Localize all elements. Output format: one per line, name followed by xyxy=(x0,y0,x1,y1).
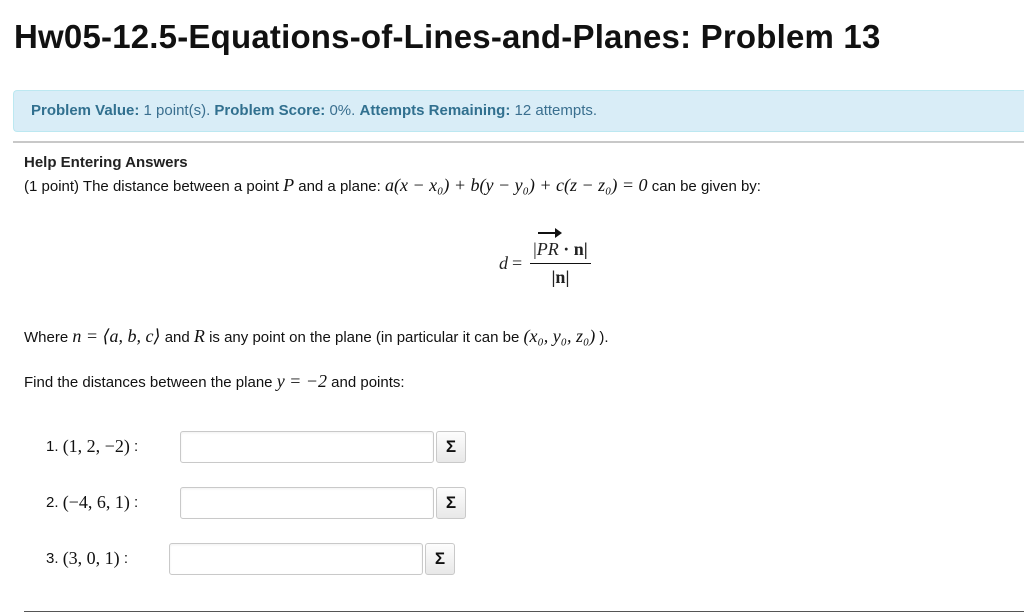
equation-editor-button-1[interactable]: Σ xyxy=(436,431,466,463)
where-post: is any point on the plane (in particular it can be xyxy=(209,329,520,346)
intro-text: (1 point) The distance between a point xyxy=(24,178,279,195)
formula-num-right: · n| xyxy=(558,238,588,259)
find-pre: Find the distances between the plane xyxy=(24,374,273,391)
question-point: (1, 2, −2) xyxy=(62,435,130,456)
plane-equation: a(x − x₀) + b(y − y₀) + c(z − z₀) = 0 xyxy=(384,175,648,195)
divider xyxy=(24,611,1024,612)
help-entering-answers-link[interactable]: Help Entering Answers xyxy=(24,154,188,171)
attempts-label: Attempts Remaining: xyxy=(359,102,511,119)
question-number: 2. xyxy=(46,493,59,511)
question-2-label xyxy=(46,490,138,514)
where-pre: Where xyxy=(24,329,69,346)
where-close: ). xyxy=(599,329,609,346)
equation-editor-button-3[interactable]: Σ xyxy=(425,543,455,575)
intro-end-text: can be given by: xyxy=(651,178,761,195)
question-1-label xyxy=(46,434,138,458)
problem-value-label: Problem Value: xyxy=(31,102,140,119)
point-r: R xyxy=(193,326,205,346)
answer-input-3[interactable] xyxy=(169,543,423,575)
question-3-label xyxy=(46,546,128,570)
problem-intro xyxy=(24,175,761,196)
plane-point: (x₀, y₀, z₀) xyxy=(523,326,596,346)
question-point: (−4, 6, 1) xyxy=(62,491,130,512)
question-number: 1. xyxy=(46,437,59,455)
plane-y-equation: y = −2 xyxy=(276,371,327,391)
question-number: 3. xyxy=(46,549,59,567)
formula-equals: = xyxy=(512,252,523,273)
normal-definition: n = ⟨a, b, c⟩ xyxy=(72,326,161,346)
equation-editor-button-2[interactable]: Σ xyxy=(436,487,466,519)
attempts-remaining: 12 attempts. xyxy=(514,102,598,119)
formula-fraction xyxy=(530,239,591,288)
vector-pr: PR xyxy=(537,239,559,260)
formula-denominator: |n| xyxy=(551,266,570,287)
answer-input-2[interactable] xyxy=(180,487,434,519)
question-point: (3, 0, 1) xyxy=(62,547,120,568)
formula-numerator xyxy=(530,239,591,263)
formula-lhs: d xyxy=(499,252,508,273)
find-post: and points: xyxy=(331,374,405,391)
problem-score-label: Problem Score: xyxy=(214,102,326,119)
point-variable: P xyxy=(283,175,295,195)
where-statement xyxy=(24,326,609,347)
distance-formula xyxy=(499,236,591,290)
vector-arrow-icon xyxy=(538,232,560,234)
question-colon: : xyxy=(134,437,139,455)
page-title: Hw05-12.5-Equations-of-Lines-and-Planes: Problem 13 xyxy=(14,18,881,55)
formula-num-left: | xyxy=(533,238,537,259)
answer-input-1[interactable] xyxy=(180,431,434,463)
problem-info-bar xyxy=(13,90,1024,132)
where-mid: and xyxy=(164,329,190,346)
question-colon: : xyxy=(123,549,129,567)
question-colon: : xyxy=(134,493,139,511)
problem-value: 1 point(s). xyxy=(143,102,211,119)
intro-mid-text: and a plane: xyxy=(298,178,381,195)
find-statement xyxy=(24,371,405,392)
problem-score: 0%. xyxy=(329,102,356,119)
divider xyxy=(13,141,1024,143)
